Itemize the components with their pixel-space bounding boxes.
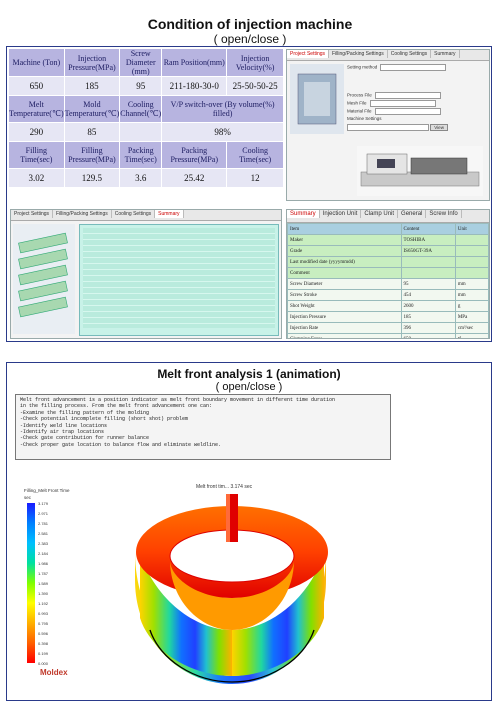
legend-value: 0.199 [38, 651, 49, 656]
process-file-input[interactable] [375, 92, 441, 99]
tab-screw-info[interactable]: Screw Info [426, 210, 461, 218]
description-line: in the filling process. From the melt front advancement one can: [20, 403, 213, 410]
summary-cell: Maker [288, 235, 402, 246]
color-legend-bar [27, 503, 35, 663]
legend-value: 1.192 [38, 601, 49, 606]
summary-cell: cm³/sec [455, 323, 488, 334]
summary-cell: 95 [401, 279, 455, 290]
injection-machine-image [357, 146, 483, 196]
param-header: Packing Pressure(MPa) [162, 142, 227, 169]
tab-cooling-settings[interactable]: Cooling Settings [388, 50, 431, 58]
param-header: Injection Pressure(MPa) [64, 49, 120, 77]
param-header: Cooling Time(sec) [227, 142, 284, 169]
section1-toggle[interactable]: ( open/close ) [213, 32, 287, 46]
mold-thumbnail-image [290, 64, 344, 134]
summary-cell: Screw Stroke [288, 290, 402, 301]
machine-settings-tabs [287, 50, 489, 61]
param-header: Cooling Channel(℃) [120, 96, 162, 123]
machine-summary-table [287, 223, 489, 339]
param-header: Filling Pressure(MPa) [64, 142, 120, 169]
project-settings-tabs [11, 210, 281, 221]
legend-value: 1.787 [38, 571, 49, 576]
param-header: V/P switch-over (By volume(%) filled) [162, 96, 284, 123]
summary-cell [401, 268, 455, 279]
view-button[interactable]: View [430, 124, 448, 131]
summary-cell: mm [455, 279, 488, 290]
summary-cell [455, 268, 488, 279]
section2-title: Melt front analysis 1 (animation) [157, 367, 341, 381]
summary-cell: IS650GT-39A [401, 246, 455, 257]
description-line: -Check gate contribution for runner balance [20, 435, 150, 442]
legend-value: 0.398 [38, 641, 49, 646]
legend-value: 2.781 [38, 521, 49, 526]
legend-value: 2.184 [38, 551, 49, 556]
mesh-file-row: Mesh File [347, 100, 485, 108]
param-header: Mold Temperature(℃) [64, 96, 120, 123]
param-header: Ram Position(mm) [162, 49, 227, 77]
section1-title: Condition of injection machine [147, 16, 353, 32]
summary-cell: MPa [455, 312, 488, 323]
tab-filling-packing[interactable]: Filling/Packing Settings [329, 50, 388, 58]
summary-cell [455, 235, 488, 246]
legend-value: 1.390 [38, 591, 49, 596]
summary-cell: Shot Weight [288, 301, 402, 312]
legend-title: Filling_Melt Front Time [24, 488, 70, 493]
machine-summary-window [286, 209, 490, 339]
material-file-row: Material File [347, 108, 485, 116]
description-line: -Identify air trap locations [20, 429, 105, 436]
material-file-input[interactable] [375, 108, 441, 115]
param-header: Screw Diameter (mm) [120, 49, 162, 77]
tab-summary[interactable]: Summary [431, 50, 459, 58]
summary-header: Unit [455, 224, 488, 235]
settings-summary-list [79, 224, 279, 336]
result-time-label: Melt front tim... 3.174 sec [196, 484, 253, 490]
description-line: -Check proper gate location to balance flow and eliminate weldline. [20, 441, 222, 448]
legend-value: 2.383 [38, 541, 49, 546]
summary-cell: Last modified date (yyyymmdd) [288, 257, 402, 268]
summary-cell: Screw Diameter [288, 279, 402, 290]
param-header: Injection Velocity(%) [227, 49, 284, 77]
machine-settings-row: Machine Settings [347, 116, 382, 121]
summary-cell: Comment [288, 268, 402, 279]
param-header: Packing Time(sec) [120, 142, 162, 169]
summary-cell: Injection Pressure [288, 312, 402, 323]
param-value: 98% [162, 123, 284, 142]
summary-cell: 454 [401, 290, 455, 301]
param-value: 3.6 [120, 169, 162, 188]
tab-cooling-settings[interactable]: Cooling Settings [112, 210, 155, 218]
param-value: 650 [9, 77, 65, 96]
summary-cell [455, 257, 488, 268]
param-value: 85 [64, 123, 120, 142]
summary-cell: Grade [288, 246, 402, 257]
tab-filling-packing[interactable]: Filling/Packing Settings [53, 210, 112, 218]
tab-general[interactable]: General [398, 210, 426, 218]
param-header: Machine (Ton) [9, 49, 65, 77]
mold-model-image [13, 224, 75, 334]
setting-method-row: Setting method [347, 64, 485, 72]
description-line: -Examine the filling pattern of the molding [20, 409, 150, 416]
description-line: Melt front advancement is a position indicator as melt front boundary movement in different time duration [20, 397, 336, 403]
machine-select[interactable] [347, 124, 429, 131]
mesh-file-input[interactable] [370, 100, 436, 107]
summary-header: Content [401, 224, 455, 235]
legend-value: 0.000 [38, 661, 49, 666]
legend-value: 2.971 [38, 511, 49, 516]
injection-parameters-table [8, 48, 284, 188]
tab-summary[interactable]: Summary [287, 210, 320, 218]
param-value: 95 [120, 77, 162, 96]
tab-clamp-unit[interactable]: Clamp Unit [361, 210, 398, 218]
summary-cell: mm [455, 290, 488, 301]
param-value: 25-50-50-25 [227, 77, 284, 96]
tab-project-settings[interactable]: Project Settings [11, 210, 53, 218]
description-line: -Identify weld line locations [20, 422, 108, 429]
legend-unit: sec [24, 495, 32, 500]
summary-cell: g [455, 301, 488, 312]
param-header: Filling Time(sec) [9, 142, 65, 169]
legend-value: 1.986 [38, 561, 49, 566]
summary-cell: 185 [401, 312, 455, 323]
moldex-logo: Moldex [40, 668, 68, 677]
summary-cell: 2600 [401, 301, 455, 312]
summary-cell: tf [455, 334, 488, 340]
summary-cell: 650 [401, 334, 455, 340]
legend-value: 2.581 [38, 531, 49, 536]
summary-cell: TOSHIBA [401, 235, 455, 246]
description-line: -Check potential incomplete filling (short shot) problem [20, 416, 189, 423]
melt-front-description [15, 394, 391, 460]
param-value: 290 [9, 123, 65, 142]
legend-value: 0.993 [38, 611, 49, 616]
machine-settings-window [286, 49, 490, 201]
param-value: 3.02 [9, 169, 65, 188]
param-value: 12 [227, 169, 284, 188]
param-value: 211-180-30-0 [162, 77, 227, 96]
legend-value: 0.596 [38, 631, 49, 636]
section2-toggle[interactable]: ( open/close ) [215, 381, 283, 393]
legend-value: 1.589 [38, 581, 49, 586]
summary-tabs [287, 210, 489, 223]
tab-injection-unit[interactable]: Injection Unit [320, 210, 362, 218]
legend-value: 3.179 [38, 501, 49, 506]
summary-cell: 396 [401, 323, 455, 334]
summary-header: Item [288, 224, 402, 235]
setting-method-select[interactable] [380, 64, 446, 71]
process-file-row: Process File [347, 92, 485, 100]
param-value [120, 123, 162, 142]
tab-summary[interactable]: Summary [155, 210, 183, 218]
tab-project-settings[interactable]: Project Settings [287, 50, 329, 58]
summary-cell: Injection Rate [288, 323, 402, 334]
summary-cell [455, 246, 488, 257]
legend-value: 0.795 [38, 621, 49, 626]
summary-cell [401, 257, 455, 268]
summary-cell: Clamping Force [288, 334, 402, 340]
param-value: 185 [64, 77, 120, 96]
param-value: 25.42 [162, 169, 227, 188]
project-settings-window [10, 209, 282, 339]
melt-front-result-image [120, 480, 340, 686]
param-value: 129.5 [64, 169, 120, 188]
param-header: Melt Temperature(℃) [9, 96, 65, 123]
